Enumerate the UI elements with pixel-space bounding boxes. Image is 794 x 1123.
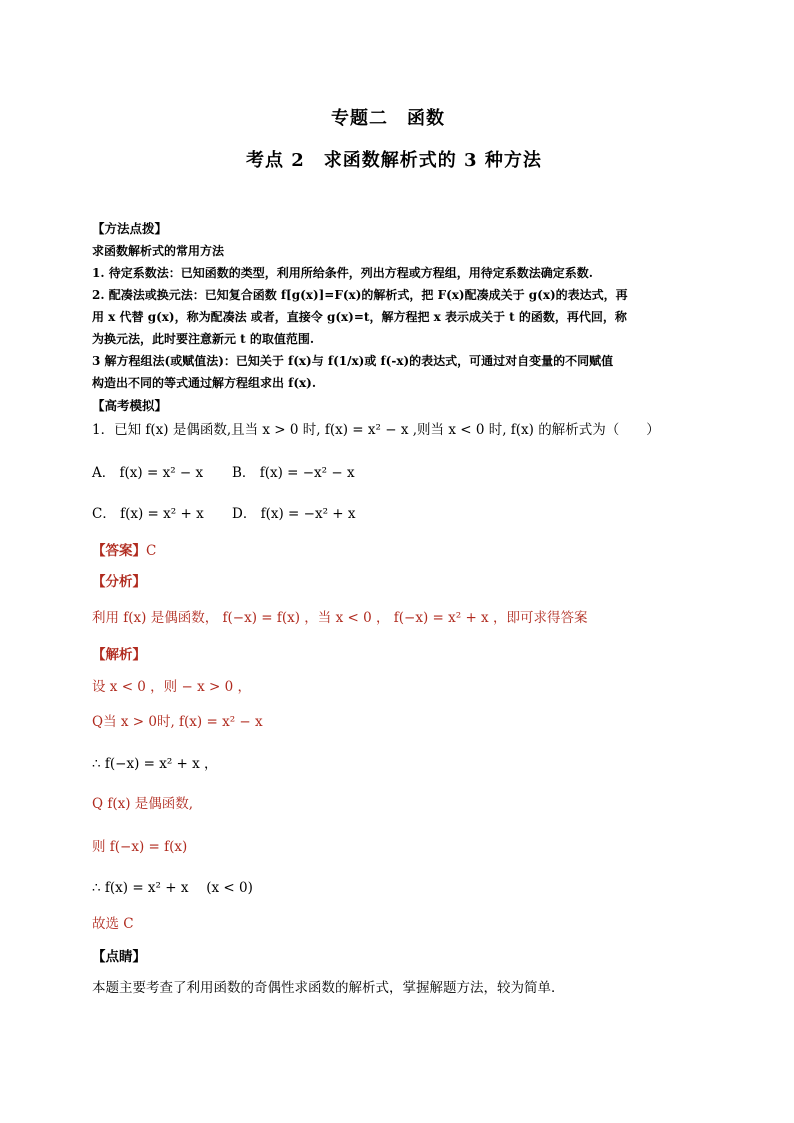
- method-para-3-line-2: 构造出不同的等式通过解方程组求出 f(x).: [92, 376, 317, 390]
- option-d: D． f(x) = −x² + x: [232, 506, 356, 522]
- analysis-label: 【分析】: [92, 574, 146, 590]
- analysis-text: 利用 f(x) 是偶函数， f(−x) = f(x) ，当 x < 0 ， f(−x) = x² + x ，即可求得答案: [92, 610, 588, 626]
- comment-label: 【点睛】: [92, 949, 146, 965]
- solution-step-6: ∴ f(x) = x² + x (x < 0): [92, 880, 253, 896]
- comment-text: 本题主要考查了利用函数的奇偶性求函数的解析式，掌握解题方法，较为简单．: [92, 980, 565, 996]
- solution-label: 【解析】: [92, 647, 146, 663]
- option-a: A． f(x) = x² − x: [92, 465, 204, 481]
- page-subtitle: 考点 2 求函数解析式的 3 种方法: [246, 150, 542, 171]
- method-para-2-line-2: 用 x 代替 g(x)，称为配凑法 或者，直接令 g(x)=t，解方程把 x 表示成关于 t 的函数，再代回，称: [92, 310, 627, 324]
- question-text: 1．已知 f(x) 是偶函数,且当 x > 0 时, f(x) = x² − x ,则当 x < 0 时, f(x) 的解析式为（ ）: [92, 422, 660, 438]
- answer-value: C: [146, 543, 157, 559]
- answer-label: 【答案】: [92, 543, 146, 559]
- option-c: C． f(x) = x² + x: [92, 506, 204, 522]
- solution-step-7: 故选 C: [92, 916, 134, 932]
- method-header: 【方法点拨】: [92, 221, 168, 236]
- solution-step-2: Q当 x > 0时, f(x) = x² − x: [92, 714, 263, 730]
- method-para-2-line-1: 2. 配凑法或换元法：已知复合函数 f[g(x)]=F(x)的解析式，把 F(x)配凑成关于 g(x)的表达式，再: [92, 288, 628, 302]
- option-b: B． f(x) = −x² − x: [232, 465, 355, 481]
- exam-header: 【高考模拟】: [92, 398, 168, 413]
- method-para-2-line-3: 为换元法，此时要注意新元 t 的取值范围.: [92, 332, 315, 346]
- page-title: 专题二 函数: [331, 108, 445, 129]
- method-para-1: 1. 待定系数法：已知函数的类型，利用所给条件，列出方程或方程组，用待定系数法确定系数.: [92, 266, 593, 280]
- solution-step-1: 设 x < 0 ，则 − x > 0 ，: [92, 679, 251, 695]
- solution-step-4: Q f(x) 是偶函数,: [92, 796, 194, 812]
- answer-line: [92, 539, 156, 559]
- solution-step-3: ∴ f(−x) = x² + x ，: [92, 756, 218, 772]
- method-subtitle: 求函数解析式的常用方法: [92, 244, 225, 258]
- solution-step-5: 则 f(−x) = f(x): [92, 839, 188, 855]
- method-para-3-line-1: 3 解方程组法(或赋值法)：已知关于 f(x)与 f(1/x)或 f(-x)的表达式，可通过对自变量的不同赋值: [92, 354, 614, 368]
